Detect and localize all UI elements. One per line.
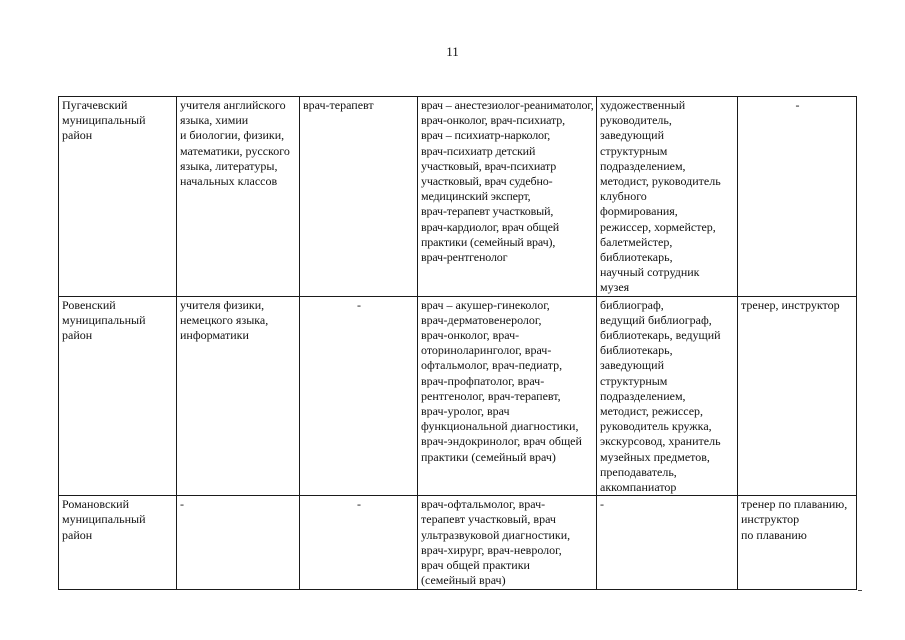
table-row xyxy=(59,97,857,297)
doctors-other-cell: врач – анестезиолог-реаниматолог, врач-онколог, врач-психиатр, врач – психиатр-нарколог, врач-психиатр детский участковый, врач-психиатр участковый, врач судебно- медицинский эксперт, врач-терапевт участковый, врач-кардиолог, врач общей практики (семейный врач), врач-рентгенолог xyxy=(418,97,597,297)
sport-cell: тренер, инструктор xyxy=(738,296,857,496)
culture-cell: - xyxy=(597,496,738,589)
sport-cell: тренер по плаванию, инструктор по плаванию xyxy=(738,496,857,589)
teachers-cell: учителя физики, немецкого языка, информатики xyxy=(177,296,300,496)
district-cell: Романовский муниципальный район xyxy=(59,496,177,589)
doctors-main-cell: врач-терапевт xyxy=(300,97,418,297)
district-cell: Пугачевский муниципальный район xyxy=(59,97,177,297)
doctors-other-cell: врач – акушер-гинеколог, врач-дерматовенеролог, врач-онколог, врач- оториноларинголог, врач- офтальмолог, врач-педиатр, врач-профпатолог, врач- рентгенолог, врач-терапевт, врач-уролог, врач функциональной диагностики, врач-эндокринолог, врач общей практики (семейный врач) xyxy=(418,296,597,496)
teachers-cell: учителя английского языка, химии и биологии, физики, математики, русского языка, литературы, начальных классов xyxy=(177,97,300,297)
sport-cell: - xyxy=(738,97,857,297)
doctors-main-cell: - xyxy=(300,496,418,589)
scan-mark xyxy=(858,590,862,591)
districts-table xyxy=(58,96,857,590)
page-number: 11 xyxy=(446,44,459,59)
doctors-main-cell: - xyxy=(300,296,418,496)
doctors-other-cell: врач-офтальмолог, врач- терапевт участковый, врач ультразвуковой диагностики, врач-хирург, врач-невролог, врач общей практики (семейный врач) xyxy=(418,496,597,589)
table-row xyxy=(59,296,857,496)
culture-cell: библиограф, ведущий библиограф, библиотекарь, ведущий библиотекарь, заведующий структурным подразделением, методист, режиссер, руководитель кружка, экскурсовод, хранитель музейных предметов, преподаватель, аккомпаниатор xyxy=(597,296,738,496)
district-cell: Ровенский муниципальный район xyxy=(59,296,177,496)
culture-cell: художественный руководитель, заведующий структурным подразделением, методист, руководитель клубного формирования, режиссер, хормейстер, балетмейстер, библиотекарь, научный сотрудник музея xyxy=(597,97,738,297)
teachers-cell: - xyxy=(177,496,300,589)
table-row xyxy=(59,496,857,589)
